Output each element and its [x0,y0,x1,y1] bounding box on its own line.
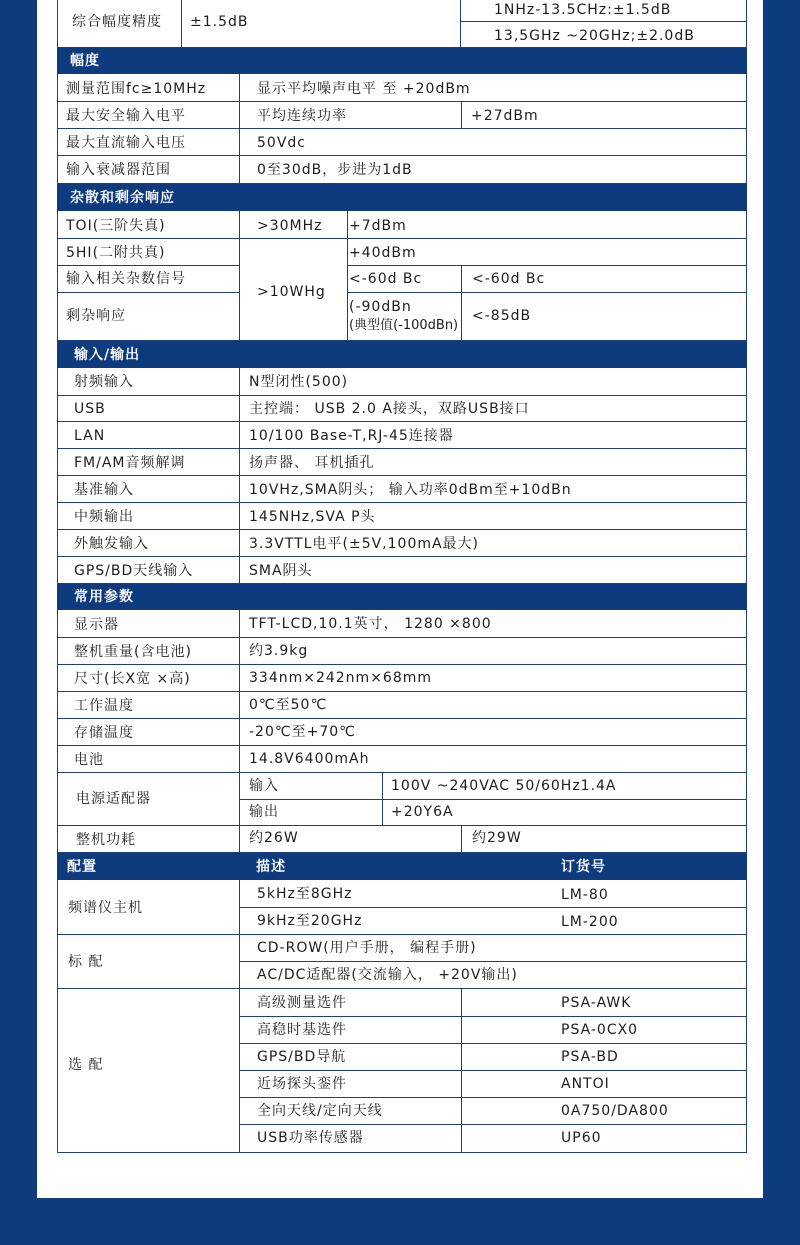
accuracy-range-1: 1NHz-13.5CHz:±1.5dB [494,2,672,18]
residual-value-1b: (典型值(-100dBn) [349,318,459,333]
io-row-value: 扬声器、 耳机插孔 [249,455,375,471]
common-row-value: 0℃至50℃ [249,697,328,713]
adapter-input-label: 输入 [249,778,279,794]
optional-desc: 高稳时基选件 [257,1022,347,1038]
io-row-label: 中频输出 [74,509,134,525]
standard-desc: CD-ROW(用户手册， 编程手册) [257,940,477,956]
optional-desc: 全向天线/定向天线 [257,1103,383,1119]
amp-row-value: 显示平均噪声电平 至 +20dBm [257,81,471,97]
amp-row-value: 平均连续功率 [257,108,347,124]
io-row-label: FM/AM音频解调 [74,455,186,471]
input-spur-label: 输入相关杂数信号 [66,271,186,287]
io-row-label: LAN [74,428,106,444]
residual-label: 剩杂响应 [66,308,126,324]
optional-desc: 高级测量选件 [257,995,347,1011]
io-row-value: SMA阴头 [249,563,313,579]
section-header-amplitude [57,48,747,74]
io-row-label: 基准输入 [74,482,134,498]
optional-code: PSA-BD [561,1049,619,1065]
power-label: 整机功耗 [76,832,136,848]
optional-desc: USB功率传感器 [257,1130,364,1146]
power-value-1: 约26W [249,830,299,846]
common-row-label: 电池 [74,752,104,768]
section-header-config [57,853,747,880]
amp-row-label: 最大直流输入电压 [66,135,186,151]
io-row-value: 10/100 Base-T,RJ-45连接器 [249,428,454,444]
toi-value: +7dBm [349,218,407,234]
toi-condition: >30MHz [257,218,323,234]
host-label: 频谱仪主机 [68,900,143,916]
io-row-label: GPS/BD天线输入 [74,563,194,579]
spurious-condition: >10WHg [257,284,326,300]
adapter-output-value: +20Y6A [391,804,454,820]
io-row-value: 主控端： USB 2.0 A接头，双路USB接口 [249,401,530,417]
io-row-value: 10VHz,SMA阴头； 输入功率0dBm至+10dBn [249,482,572,498]
section-header-spurious [57,184,747,211]
config-col-description: 描述 [256,859,286,875]
config-col-config: 配置 [67,859,97,875]
section-header-io [57,341,747,368]
adapter-label: 电源适配器 [76,791,151,807]
io-row-label: 射频输入 [74,374,134,390]
optional-desc: 近场探头銮件 [257,1076,347,1092]
io-row-value: 3.3VTTL电平(±5V,100mA最大) [249,536,480,552]
shi-value: +40dBm [349,245,417,261]
shi-label: 5HI(二附共真) [66,245,166,261]
common-row-label: 显示器 [74,617,119,633]
amp-row-value: 0至30dB，步进为1dB [257,162,413,178]
common-row-label: 整机重量(含电池) [74,644,192,660]
common-row-value: TFT-LCD,10.1英寸， 1280 ×800 [249,616,492,632]
accuracy-range-2: 13,5GHz ~20GHz;±2.0dB [494,28,695,44]
section-header-common [57,584,747,610]
section-title: 输入/输出 [74,347,141,363]
io-row-label: 外触发输入 [74,536,149,552]
adapter-input-value: 100V ~240VAC 50/60Hz1.4A [391,778,617,794]
section-title: 杂散和剩余响应 [70,190,175,206]
io-row-value: N型闭性(500) [249,374,349,390]
residual-value-1a: (-90dBn [349,299,412,315]
common-row-label: 存储温度 [74,725,134,741]
accuracy-label: 综合幅度精度 [72,14,162,30]
host-code: LM-80 [561,887,609,903]
amp-row-extra: +27dBm [471,108,539,124]
common-row-value: 14.8V6400mAh [249,751,370,767]
common-row-value: 334nm×242nm×68mm [249,670,433,686]
common-row-value: -20℃至+70℃ [249,724,356,740]
amp-row-label: 测量范围fc≥10MHz [66,81,207,97]
optional-code: ANTOI [561,1076,610,1092]
residual-value-2: <-85dB [472,308,532,324]
power-value-2: 约29W [472,830,522,846]
section-title: 幅度 [70,53,100,69]
common-row-value: 约3.9kg [249,643,309,659]
optional-code: 0A750/DA800 [561,1103,669,1119]
host-desc: 9kHz至20GHz [257,913,363,929]
amp-row-label: 输入衰减器范围 [66,162,171,178]
input-spur-value-2: <-60d Bc [472,271,546,287]
optional-desc: GPS/BD导航 [257,1049,347,1065]
common-row-label: 尺寸(长X宽 ×高) [74,671,191,687]
section-title: 常用参数 [74,589,134,605]
common-row-label: 工作温度 [74,698,134,714]
amp-row-label: 最大安全输入电平 [66,108,186,124]
optional-code: PSA-AWK [561,995,632,1011]
spec-table [57,0,747,1153]
config-col-order-number: 订货号 [561,859,606,875]
host-desc: 5kHz至8GHz [257,886,353,902]
adapter-output-label: 输出 [249,804,279,820]
standard-label: 标 配 [68,954,104,970]
optional-label: 选 配 [68,1057,104,1073]
optional-code: UP60 [561,1130,602,1146]
io-row-label: USB [74,401,106,417]
standard-desc: AC/DC适配器(交流输入， +20V输出) [257,967,518,983]
amp-row-value: 50Vdc [257,135,306,151]
optional-code: PSA-0CX0 [561,1022,639,1038]
host-code: LM-200 [561,914,619,930]
io-row-value: 145NHz,SVA P头 [249,509,376,525]
input-spur-value-1: <-60d Bc [349,271,423,287]
accuracy-value: ±1.5dB [190,14,249,30]
toi-label: TOI(三阶失真) [66,218,166,234]
